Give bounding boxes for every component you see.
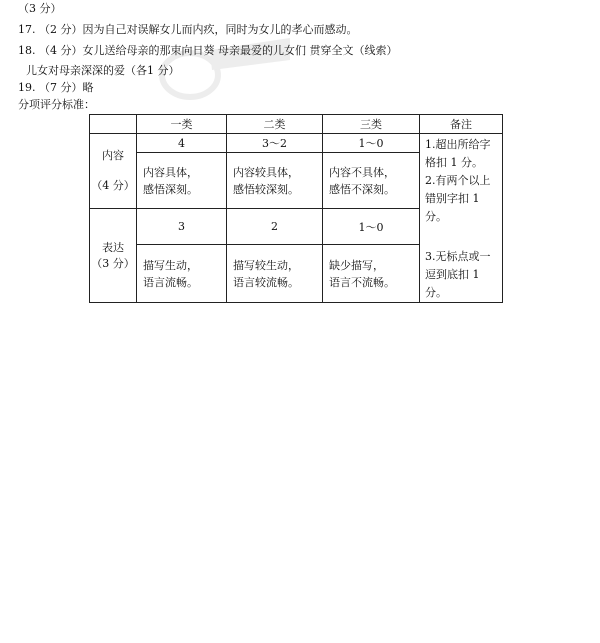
- answer-19: 19. （7 分）略: [18, 81, 94, 94]
- header-class-2: 二类: [227, 115, 323, 134]
- content-desc-1: [137, 153, 227, 209]
- header-row: [90, 115, 503, 134]
- desc-line: 感悟不深刻。: [329, 182, 395, 196]
- rubric-table: [89, 114, 503, 303]
- expression-label-cell: [90, 209, 137, 303]
- desc-line: 内容较具体，: [233, 165, 299, 179]
- content-label-cell: [90, 134, 137, 209]
- notes-cell: [420, 134, 503, 303]
- content-points: （4 分）: [91, 179, 135, 192]
- expression-score-3: 1～0: [323, 209, 420, 245]
- desc-line: 描写较生动，: [233, 258, 299, 272]
- expression-desc-1: [137, 245, 227, 303]
- header-class-3: 三类: [323, 115, 420, 134]
- content-score-2: 3～2: [227, 134, 323, 153]
- expression-score-1: 3: [137, 209, 227, 245]
- header-notes: 备注: [420, 115, 503, 134]
- answer-18: 18. （4 分）女儿送给母亲的那束向日葵 母亲最爱的儿女们 贯穿全文（线索）: [18, 44, 398, 57]
- desc-line: 语言不流畅。: [329, 275, 395, 289]
- expression-label: 表达: [102, 240, 124, 254]
- content-score-1: 4: [137, 134, 227, 153]
- desc-line: 语言较流畅。: [233, 275, 299, 289]
- note-line: 错别字扣 1 分。: [425, 192, 480, 223]
- content-label-gap: [90, 164, 136, 178]
- desc-line: 语言流畅。: [143, 275, 198, 289]
- desc-line: 内容不具体，: [329, 165, 395, 179]
- expression-points: （3 分）: [91, 256, 135, 270]
- answer-17: 17. （2 分）因为自己对误解女儿而内疚，同时为女儿的孝心而感动。: [18, 23, 358, 36]
- desc-line: 感悟较深刻。: [233, 182, 299, 196]
- content-desc-3: [323, 153, 420, 209]
- score-note-line: （3 分）: [18, 2, 62, 15]
- content-score-3: 1～0: [323, 134, 420, 153]
- note-line: 格扣 1 分。: [425, 156, 483, 169]
- expression-score-2: 2: [227, 209, 323, 245]
- notes-gap: [425, 226, 502, 248]
- answer-18-continued: 儿女对母亲深深的爱（各1 分）: [26, 64, 180, 77]
- desc-line: 缺少描写，: [329, 258, 384, 272]
- desc-line: 感悟深刻。: [143, 182, 198, 196]
- content-desc-2: [227, 153, 323, 209]
- desc-line: 内容具体，: [143, 165, 198, 179]
- expression-desc-3: [323, 245, 420, 303]
- header-empty-cell: [90, 115, 137, 134]
- note-line: 1.超出所给字: [425, 138, 491, 151]
- expression-desc-2: [227, 245, 323, 303]
- desc-line: 描写生动，: [143, 258, 198, 272]
- note-line: 2.有两个以上: [425, 174, 491, 187]
- content-label: 内容: [102, 149, 124, 162]
- rubric-heading: 分项评分标准：: [18, 98, 95, 111]
- note-line: 3.无标点或一: [425, 250, 491, 263]
- note-line: 逗到底扣 1 分。: [425, 268, 480, 299]
- content-score-row: [90, 134, 503, 153]
- header-class-1: 一类: [137, 115, 227, 134]
